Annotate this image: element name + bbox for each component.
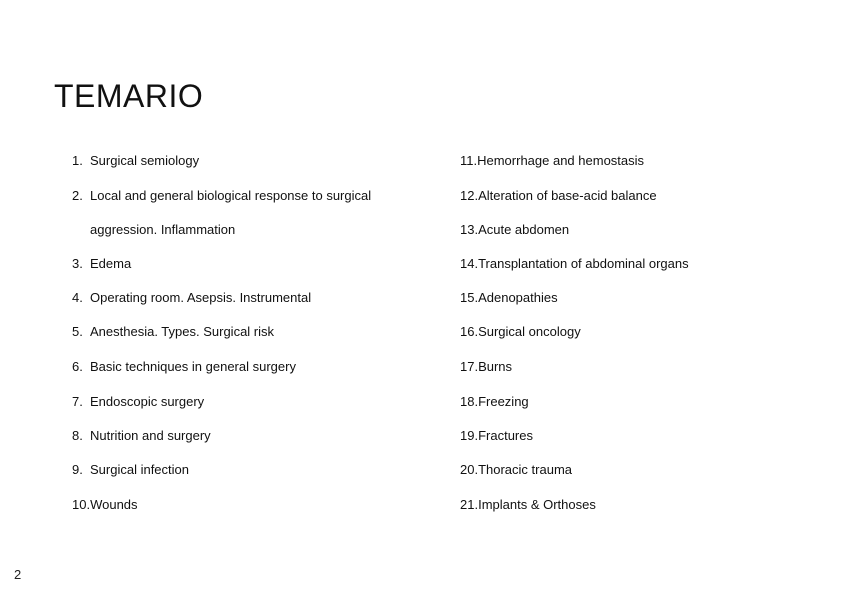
list-item (460, 152, 644, 170)
list-item (72, 323, 274, 341)
list-item (460, 255, 689, 273)
list-item (460, 461, 572, 479)
list-item (72, 152, 199, 170)
list-item-number: 3. (72, 256, 83, 271)
list-item-number: 4. (72, 290, 83, 305)
list-item-text: Endoscopic surgery (90, 394, 205, 409)
page-number: 2 (14, 567, 22, 582)
list-item-text: aggression. Inflammation (90, 222, 236, 237)
list-item-text: Surgical semiology (90, 153, 200, 168)
slide-title: TEMARIO (54, 78, 204, 114)
list-item-text: Transplantation of abdominal organs (478, 256, 689, 271)
list-item-number: 1. (72, 153, 83, 168)
list-item-text: Freezing (478, 394, 529, 409)
list-item-text: Local and general biological response to surgical (90, 188, 372, 203)
list-item-number: 11. (460, 153, 478, 168)
list-item-number: 5. (72, 324, 83, 339)
list-item (72, 255, 131, 273)
list-item-number: 9. (72, 462, 83, 477)
list-item-text: Alteration of base-acid balance (478, 188, 657, 203)
list-item-text: Edema (90, 256, 132, 271)
list-item-number: 14. (460, 256, 479, 271)
list-item (460, 289, 558, 307)
list-item-number: 18. (460, 394, 479, 409)
list-item-text: Wounds (90, 497, 138, 512)
list-item-text: Surgical infection (90, 462, 189, 477)
list-item (72, 221, 235, 239)
list-item-text: Burns (478, 359, 513, 374)
list-item-number: 7. (72, 394, 83, 409)
list-item (72, 427, 211, 445)
list-item (460, 496, 596, 514)
list-item-text: Basic techniques in general surgery (90, 359, 296, 374)
list-item-text: Implants & Orthoses (478, 497, 596, 512)
list-item-number: 20. (460, 462, 479, 477)
list-item-number: 10. (72, 497, 91, 512)
list-item-number: 17. (460, 359, 479, 374)
list-item-number: 15. (460, 290, 479, 305)
list-item-text: Thoracic trauma (478, 462, 572, 477)
list-item-number: 21. (460, 497, 479, 512)
list-item (460, 221, 569, 239)
list-item (72, 461, 189, 479)
list-item-number: 13. (460, 222, 479, 237)
list-item-text: Anesthesia. Types. Surgical risk (90, 324, 275, 339)
list-item-number: 6. (72, 359, 83, 374)
list-item (460, 323, 581, 341)
list-item-text: Adenopathies (478, 290, 558, 305)
list-item-text: Fractures (478, 428, 533, 443)
list-item (460, 393, 529, 411)
list-item-text: Hemorrhage and hemostasis (477, 153, 645, 168)
list-item-text: Nutrition and surgery (90, 428, 211, 443)
list-item (460, 358, 512, 376)
list-item-number: 8. (72, 428, 83, 443)
list-item-text: Acute abdomen (478, 222, 570, 237)
list-item (72, 187, 371, 205)
list-item-text: Surgical oncology (478, 324, 581, 339)
list-item (72, 358, 296, 376)
list-item-text: Operating room. Asepsis. Instrumental (90, 290, 312, 305)
list-item-number: 16. (460, 324, 479, 339)
list-item (72, 393, 204, 411)
list-item (72, 289, 311, 307)
list-item-number: 2. (72, 188, 83, 203)
list-item-number: 19. (460, 428, 479, 443)
list-item (460, 427, 533, 445)
list-item (460, 187, 657, 205)
list-item (72, 496, 138, 514)
list-item-number: 12. (460, 188, 479, 203)
